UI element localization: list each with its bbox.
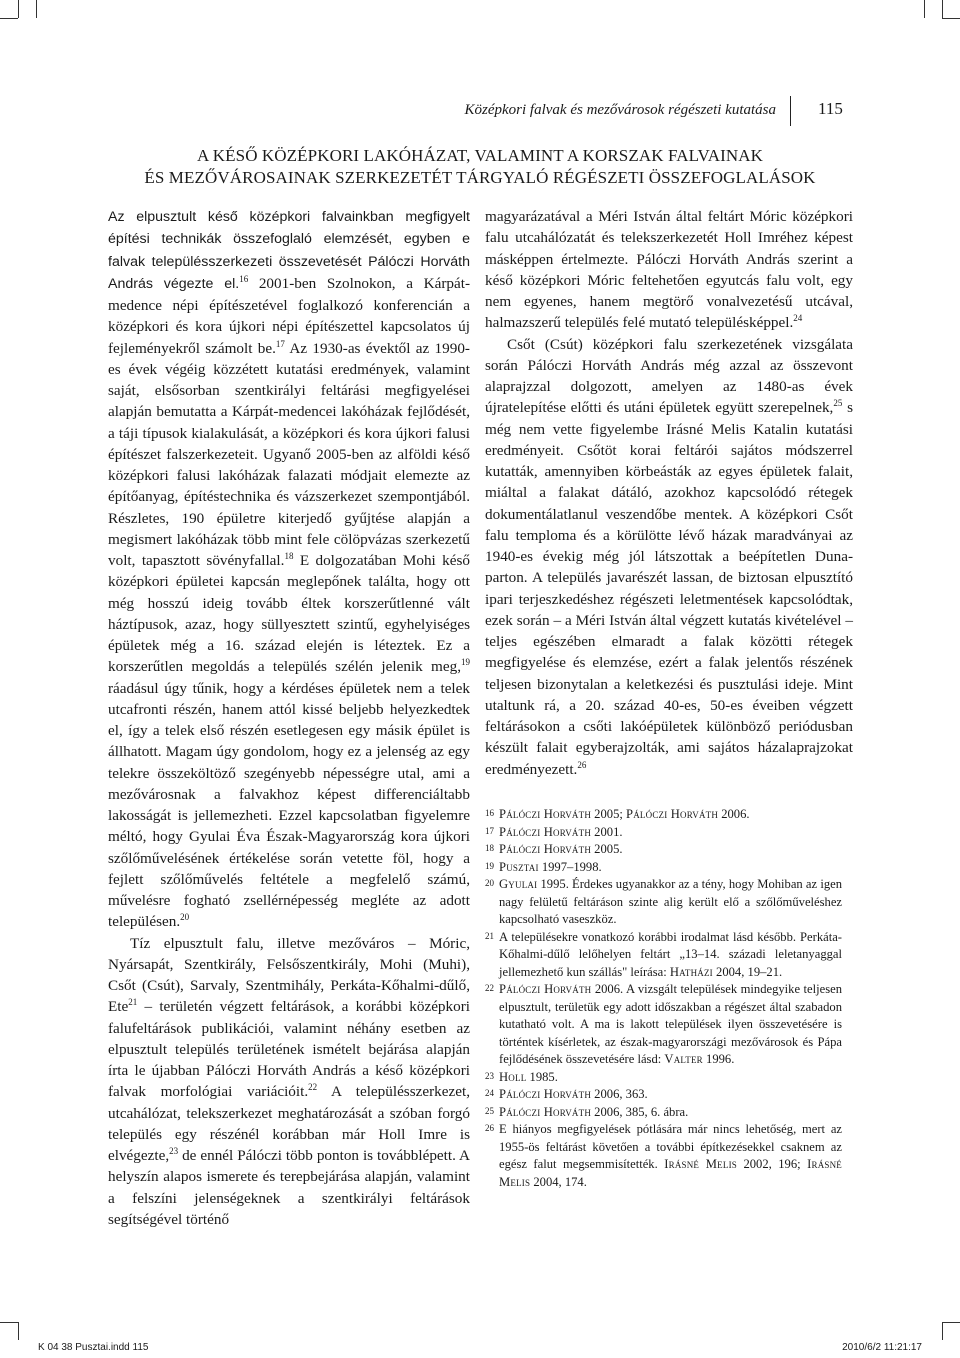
footnote-text: E hiányos megfigyelések pótlására már nincs lehetőség, mert az 1955-ös feltárást követően a további építkezésekkel csaknem az egész falut megsemmisítették. xyxy=(499,1122,842,1171)
author-name: Irásné Melis xyxy=(499,1157,842,1189)
footnote-text: 2001. xyxy=(591,824,623,839)
paragraph xyxy=(485,206,853,334)
footnote xyxy=(485,876,842,929)
footnote xyxy=(485,859,842,877)
footnote-text: 2004, 174. xyxy=(530,1174,587,1189)
footnote-number: 21 xyxy=(485,930,494,941)
page-number: 115 xyxy=(818,99,843,118)
paragraph-text: de ennél Pálóczi több ponton is továbblépett. A helyszín alapos ismerete és terepbejárása alapján, valamint a felszíni jelenségeknek a szentkirályi feltárások segítségével történő xyxy=(108,1147,470,1228)
footnote-number: 17 xyxy=(485,825,494,836)
author-name: Pálóczi Horváth xyxy=(499,807,592,821)
footnote-number: 22 xyxy=(485,983,494,993)
print-slug-timestamp: 2010/6/2 11:21:17 xyxy=(842,1342,922,1353)
crop-mark xyxy=(0,1322,18,1323)
paragraph-text: 2001-ben Szolnokon, a Kárpát-medence népi építészetével foglalkozó konferencián a középkori és kora újkori népi építészettel kapcsolatos új fejleményekről számolt be. xyxy=(108,274,471,357)
author-name: Pálóczi Horváth xyxy=(499,842,592,856)
paragraph-text: Az elpusztult késő középkori falvainkban megfigyelt építési technikák összefoglaló elemzését, egyben e falvak településszerkezeti összevetését Pálóczi Horváth András végezte el. xyxy=(108,209,470,292)
footnote-ref[interactable]: 17 xyxy=(275,338,285,349)
footnote-ref[interactable]: 16 xyxy=(239,273,249,284)
paragraph-text: Az 1930-as évektől az 1990-es évek végéig közzétett kutatási eredmények, valamint saját, elsősorban szentkirályi feltárási megfigyelései alapján bemutatta a Kárpát-medencei lakóházak fejlődését, a táji típusok kialakulását, a középkori és kora újkori falusi építészet falszerkezeteit. Ugyanő 2005-ben az alföldi késő középkori falusi lakóházak falazati módjait elemezte az építőanyag, építéstechnika és vázszerkezet szempontjából. Részletes, 190 épületre kiterjedő gyűjtése alapján a megismert lakóházak több mint fele cölöpvázas szerkezetű volt, tapasztott sövényfallal. xyxy=(108,339,470,569)
footnote-text: 2006, 363. xyxy=(591,1087,648,1101)
author-name: Irásné Melis xyxy=(664,1157,737,1171)
author-name: Pálóczi Horváth xyxy=(499,982,592,996)
footnote-ref[interactable]: 24 xyxy=(793,313,803,324)
author-name: Gyulai xyxy=(499,877,538,891)
footnote-ref[interactable]: 20 xyxy=(180,912,190,923)
crop-mark xyxy=(942,1322,960,1323)
paragraph-text: ráadásul úgy tűnik, hogy a kérdéses épületek nem a telek utcafronti részén, hanem attól kissé beljebb helyezkedtek el, így a telek első részén esetlegesen egy másik épület is állhatott. Magam úgy gondolom, hogy ez a jelenség az egy telekre összeköltöző szegényebb népességre utal, ami a mezővárosnak a falvakhoz képest differenciáltabb lakosságát is jellemezheti. Ezzel kapcsolatban figyelemre méltó, hogy Gyulai Éva Észak-Magyarország kora újkori szőlőművelésének értékelése során vetette föl, hogy a fejlett szőlőművelés feltétele a megfelelő számú, művelésre fogható zsellérnépesség megléte az adott településen. xyxy=(108,679,470,931)
section-title-line: ÉS MEZŐVÁROSAINAK SZERKEZETÉT TÁRGYALÓ RÉGÉSZETI ÖSSZEFOGLALÁSOK xyxy=(144,168,816,187)
right-column xyxy=(485,206,853,780)
footnote-ref[interactable]: 23 xyxy=(169,1146,179,1156)
footnote-ref[interactable]: 26 xyxy=(577,759,587,770)
footnote xyxy=(485,806,842,824)
footnote-ref[interactable]: 19 xyxy=(461,657,470,668)
footnote xyxy=(485,1086,842,1104)
crop-mark xyxy=(0,18,18,19)
crop-mark xyxy=(18,0,19,18)
paragraph-text: E dolgozatában Mohi késő középkori épületei kapcsán meglepőnek találta, hogy ott még hosszú ideig tovább éltek korszerűtlenné vált háztípusok, azaz, hogy süllyesztett szintű, egyhelyiséges épületek még a 16. század elején is léteztek. Ez a korszerűtlen megoldás a település szélén jelenik meg, xyxy=(108,552,470,676)
footnote-ref[interactable]: 18 xyxy=(284,551,294,561)
footnote-number: 25 xyxy=(485,1105,494,1116)
footnote-number: 19 xyxy=(485,860,494,871)
footnote-text: 1985. xyxy=(526,1069,558,1084)
footnote-text: 2002, 196; xyxy=(736,1157,808,1171)
footnote-text: 2006, 385, 6. ábra. xyxy=(591,1104,689,1119)
footnote-text: 1997–1998. xyxy=(538,859,602,874)
paragraph xyxy=(108,933,470,1231)
footnote-number: 20 xyxy=(485,878,494,888)
footnote-ref[interactable]: 25 xyxy=(833,398,843,409)
author-name: Pusztai xyxy=(499,859,539,874)
footnote xyxy=(485,1104,842,1122)
footnote-text: 2006. A vizsgált települések mindegyike teljesen elpusztult, területük egy adott időszakban a régészet által szabadon kutatható volt. A ma is lakott települések ilyen összevetésére is történtek kísérletek, az észak-magyarországi mezővárosok és Pápa fejlődésének összevetésére lásd: xyxy=(499,982,842,1066)
footnote xyxy=(485,1121,842,1191)
footnote xyxy=(485,1069,842,1087)
footnote-number: 26 xyxy=(485,1123,494,1133)
author-name: Pálóczi Horváth xyxy=(626,807,719,821)
author-name: Hatházi xyxy=(669,964,713,979)
author-name: Pálóczi Horváth xyxy=(499,1087,592,1101)
section-title xyxy=(130,145,830,189)
author-name: Pálóczi Horváth xyxy=(499,1104,592,1119)
section-title-line: A KÉSŐ KÖZÉPKORI LAKÓHÁZAT, VALAMINT A KORSZAK FALVAINAK xyxy=(196,146,763,165)
footnote xyxy=(485,981,842,1069)
paragraph-text: Tíz elpusztult falu, illetve mezőváros – Móric, Nyársapát, Szentkirály, Felsőszentkirály, Mohi (Muhi), Csőt (Csút), Sarvaly, Szentmihály, Perkáta-Kőhalmi-dűlő, Ete xyxy=(108,934,470,1016)
author-name: Pálóczi Horváth xyxy=(499,824,592,839)
paragraph xyxy=(485,334,853,780)
footnote-number: 24 xyxy=(485,1088,494,1098)
footnote-number: 23 xyxy=(485,1070,494,1081)
print-slug-filename: K 04 38 Pusztai.indd 115 xyxy=(38,1342,149,1353)
paragraph-text: Csőt (Csút) középkori falu szerkezetének vizsgálata során Pálóczi Horváth András még azzal az összevont alaprajzzal dolgozott, amelyen az 1480-as évek újratelepítése előtti és utáni épületek együtt szerepelnek, xyxy=(485,335,853,417)
footnote-number: 18 xyxy=(485,843,494,853)
paragraph-text: magyarázatával a Méri István által feltárt Móric középkori falu utcahálózatát és telekszerkezetét Holl Imréhez képest másképpen értelmezte. Pálóczi Horváth András szerint a késő középkori Móric feltehetően egyutcás falu volt, egy nem egyenes, hanem megtörő vonalvezetésű utcával, halmazszerű település felé mutató településképpel. xyxy=(485,208,853,332)
author-name: Holl xyxy=(499,1069,527,1084)
paragraph-text: A településszerkezet, utcahálózat, telekszerkezet meghatározását a szóban forgó település egy részénél korábban már Holl Imre is elvégezte, xyxy=(108,1083,470,1164)
footnote-text: 2005. xyxy=(591,842,623,856)
footnote-text: 1995. Érdekes ugyanakkor az a tény, hogy Mohiban az igen nagy felületű feltáráson szinte alig került elő a szőlőműveléshez kapcsolható vaseszköz. xyxy=(499,877,842,926)
footnote-ref[interactable]: 22 xyxy=(308,1082,318,1093)
crop-mark xyxy=(18,1322,19,1340)
crop-mark xyxy=(36,0,37,18)
paragraph xyxy=(108,206,470,933)
footnote-text: 2005; xyxy=(591,807,627,821)
footnote-text: 1996. xyxy=(702,1052,735,1066)
footnote-number: 16 xyxy=(485,808,494,818)
crop-mark xyxy=(942,0,943,18)
footnote xyxy=(485,841,842,859)
footnote-text: A településekre vonatkozó korábbi irodalmat lásd később. Perkáta-Kőhalmi-dűlő lelőhelyen feltárt „13–14. századi leletanyaggal jellemezhető kun szállás" leírása: xyxy=(499,929,842,979)
running-head: Középkori falvak és mezővárosok régészeti kutatása xyxy=(464,102,776,118)
footnote-text: 2004, 19–21. xyxy=(712,964,783,979)
paragraph-text: s még nem vette figyelembe Irásné Melis Katalin kutatási eredményeit. Csőtöt korai feltárói sajátos módszerrel kutatták, amennyiben körbeásták az egyes épületek falait, miáltal a falakat dátáló, azokhoz kapcsolódó rétegek dokumentálatlanul veszendőbe mentek. A középkori Csőt falu temploma és a körülötte lévő házak maradványai az 1940-es évekig még jól látszottak a beépítetlen Duna-parton. A település javarészét lassan, de biztosan elpusztító ipari terjeszkedéshez régészeti leletmentések kapcsolódtak, ezek során – a Méri István által végzett kutatás kivételével – teljes egészében elmaradt a falak közötti rétegek megfigyelése és elemzése, ezért a falak jelentős részének teljesen bizonytalan a keletkezési és pusztulási ideje. Mint utaltunk rá, a 20. század 40-es, 50-es éveiben végzett feltárásokon a csőti lakóépületek különböző periódusban készült falait egyberajzolták, ami sajátos házalaprajzokat eredményezett. xyxy=(485,399,853,778)
crop-mark xyxy=(924,0,925,18)
footnote-text: 2006. xyxy=(718,807,750,821)
left-column xyxy=(108,206,470,1230)
paragraph-text: – területén végzett feltárások, a korábbi középkori falufeltárások publikációi, valamint néhány esetben az elpusztult település területének ismételt bejárása alapján írta le újabban Pálóczi Horváth András a késő középkori falvak morfológiai variációit. xyxy=(108,998,470,1101)
crop-mark xyxy=(942,18,960,19)
footnote xyxy=(485,929,842,982)
footnote-ref[interactable]: 21 xyxy=(128,997,138,1008)
footnote xyxy=(485,824,842,842)
header-divider xyxy=(790,96,791,126)
footnotes xyxy=(485,806,842,1191)
author-name: Valter xyxy=(664,1052,703,1066)
crop-mark xyxy=(942,1322,943,1340)
